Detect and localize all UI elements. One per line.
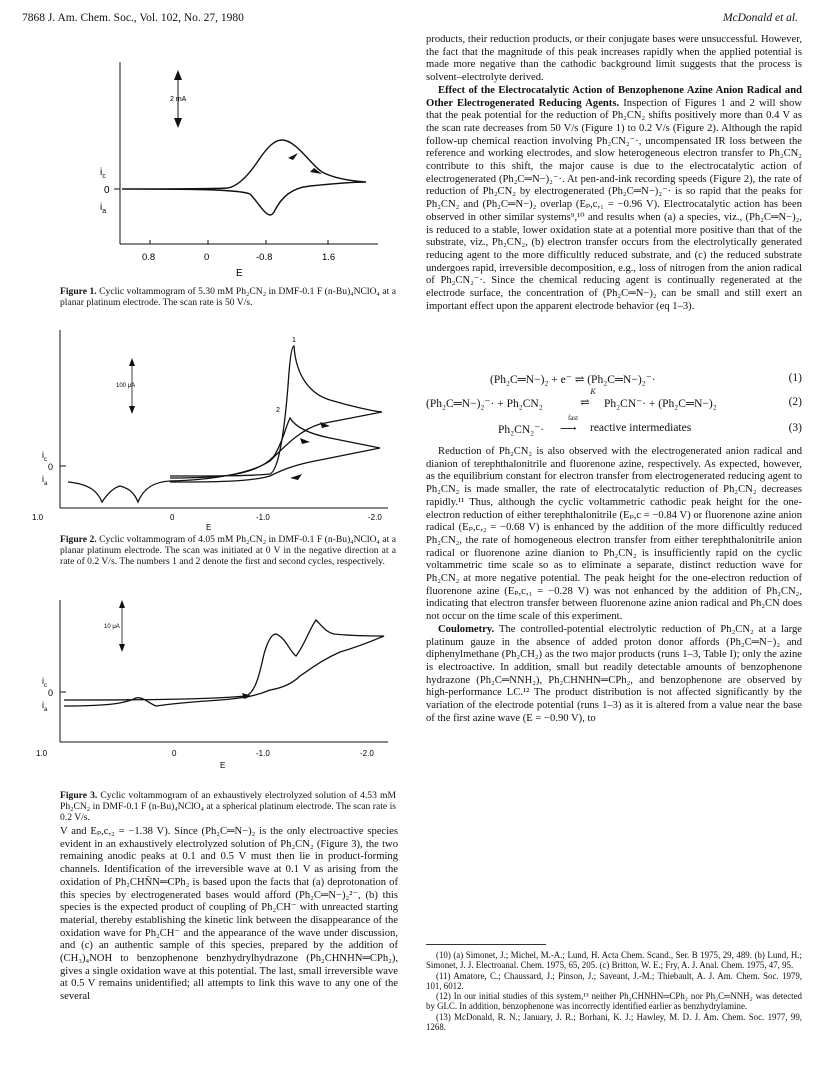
fig2-xlabel: E (206, 523, 212, 532)
right-column-text (426, 34, 802, 313)
fig2-xtick: 0 (170, 513, 175, 522)
equation-right: reactive intermediates (590, 422, 692, 434)
section-heading: Coulometry. (438, 623, 495, 635)
fig1-xtick: 0 (204, 252, 210, 263)
figure-1 (60, 36, 400, 291)
equation-left: (Ph₂C═N−)₂⁻· + Ph₂CN₂ (426, 398, 543, 410)
caption-text: Cyclic voltammogram of 5.30 mM Ph₂CN₂ in DMF-0.1 F (n-Bu)₄NClO₄ at a planar platinum electrode. The scan rate is 50 V/s. (60, 286, 396, 309)
scale-arrow-down-icon (129, 406, 135, 414)
equation-number: (3) (788, 422, 802, 434)
figure-1-caption (60, 286, 396, 308)
fig2-direction-arrow-icon (300, 438, 310, 444)
fig3-voltammogram-curve (64, 620, 384, 706)
fig3-xtick: -2.0 (360, 749, 374, 758)
reference-item: (12) In our initial studies of this system,¹³ neither Ph₂CHNHN═CPh₂ nor Ph₂C═NNH₂ was detected by GLC. In addition, benzophenone was incorrectly identified earlier as benzhydrylamine. (426, 991, 802, 1012)
fig3-zero-label: 0 (48, 688, 54, 698)
right-column-text-2 (426, 446, 802, 725)
equation-number: (1) (788, 372, 802, 384)
figure-2 (20, 316, 400, 537)
fig2-cycle-label: 1 (292, 337, 296, 344)
scale-arrow-up-icon (174, 70, 182, 80)
fig1-direction-arrow-icon (288, 153, 298, 160)
reference-item: (11) Amatore, C.; Chaussard, J.; Pinson, J.; Saveant, J.-M.; Thiebault, A. J. Am. Chem. Soc. 1979, 101, 6012. (426, 970, 802, 991)
running-header (22, 12, 798, 28)
fig1-zero-label: 0 (104, 185, 110, 196)
fig2-ia-label: $i_a$ (42, 474, 48, 487)
scale-arrow-up-icon (119, 600, 125, 608)
section-body: The controlled-potential electrolytic reduction of Ph₂CN₂ at a large platinum gauze in the absence of added proton donor affords (Ph₂C═N−)₂ and diphenylmethane (Ph₂CH₂) as the two major products (runs 1–3, Table I); only the azine is electroactive. In addition, small but readily detectable amounts of benzophenone hydrazone (Ph₂C═NNH₂), Ph₂CHNHN═CPh₂, and benzophenone are observed by high-performance LC.¹² The product distribution is not affected significantly by the variation of the electrode potential (runs 1–3) as it is altered from a value near the base of the first azine wave (E = −0.90 V), to (426, 623, 802, 724)
equation-2 (426, 387, 802, 416)
section-paragraph (426, 85, 802, 314)
fig1-xtick: -0.8 (256, 252, 273, 263)
journal-citation: 7868 J. Am. Chem. Soc., Vol. 102, No. 27, 1980 (22, 12, 244, 24)
equation-1 (440, 372, 802, 388)
fig3-xlabel: E (220, 761, 226, 770)
fig3-ia-label: $i_a$ (42, 700, 48, 713)
fig2-zero-label: 0 (48, 462, 54, 472)
equation-text: (Ph₂C═N−)₂ + e⁻ ⇌ (Ph₂C═N−)₂⁻· (490, 374, 656, 386)
reference-item: (13) McDonald, R. N.; January, J. R.; Borhani, K. J.; Hawley, M. D. J. Am. Chem. Soc. 1977, 99, 1268. (426, 1011, 802, 1033)
fig3-xtick: 1.0 (36, 749, 48, 758)
figure-3-caption (60, 790, 396, 824)
figure-3-plot (20, 592, 400, 788)
fig1-ic-label: $i_c$ (100, 167, 106, 180)
figure-2-caption (60, 534, 396, 568)
paragraph: products, their reduction products, or their conjugate bases were unsuccessful. However, the fact that the magnitude of this peak increases rapidly when the applied potential is made more negative than the cathodic background limit suggests that the process is solvent–electrolyte derived. (426, 34, 802, 84)
caption-lead: Figure 1. (60, 286, 97, 297)
caption-lead: Figure 2. (60, 534, 97, 545)
reference-item: (10) (a) Simonet, J.; Michel, M.-A.; Lund, H. Acta Chem. Scand., Ser. B 1975, 29, 489. (b) Lund, H.; Simonet, J. J. Electroanal. Chem. 1975, 65, 205. (c) Britton, W. E.; Fry, A. J. Anal. Chem. 1975, 47, 95. (426, 950, 802, 971)
fig1-scale-label: 2 mA (170, 96, 187, 103)
fig3-xtick: 0 (172, 749, 177, 758)
fig2-ic-label: $i_c$ (42, 450, 47, 463)
caption-text: Cyclic voltammogram of an exhaustively electrolyzed solution of 4.53 mM Ph₂CN₂ in DMF-0.1 F (n-Bu)₄NClO₄ at a spherical platinum electrode. The scan rate is 0.2 V/s. (60, 790, 396, 824)
fig3-scale-label: 10 μA (104, 624, 120, 630)
equilibrium-arrow-icon: ⇌ (580, 397, 590, 409)
caption-lead: Figure 3. (60, 790, 98, 801)
fig2-direction-arrow-icon (290, 474, 302, 480)
equation-number: (2) (788, 396, 802, 408)
figure-1-plot (60, 36, 400, 286)
equation-condition: fast (567, 414, 579, 422)
fig2-scale-label: 100 μA (116, 383, 136, 389)
fig1-xlabel: E (236, 268, 243, 279)
equation-constant: K (590, 387, 596, 396)
fig2-xtick: -2.0 (368, 513, 382, 522)
left-column-text (60, 826, 398, 1004)
fig1-xtick: 0.8 (142, 252, 156, 263)
fig2-cycle-label: 2 (276, 407, 280, 414)
paragraph: Reduction of Ph₂CN₂ is also observed with the electrogenerated anion radical and dianion of terephthalonitrile and fluorenone azine, respectively. As expected, however, as the equilibrium constant for electron transfer from electrogenerated reducing agent to Ph₂CN₂ is made smaller, the rate of electrocatalytic reduction of Ph₂CN₂ decreases rapidly.¹¹ Thus, although the cyclic voltammetric cathodic peak height for the one-electron reduction of either terephthalonitrile (Eₚ,c = −0.84 V) or fluorenone azine anion radical (Eₚ,c,₂ = −0.68 V) is enhanced by the addition of the more difficultly reduced Ph₂CN₂, the rate of homogeneous electron transfer from either terephthalonitrile anion radical or fluorenone azine dianion to Ph₂CN₂ is insufficiently rapid on the cyclic voltammetric time scale so as to eliminate a separate, distinct reduction wave for Ph₂CN₂ at more negative potential. The peak height for the one-electron reduction of fluorenone azine (Eₚ,c,₁ = −0.28 V) was not enhanced by the addition of Ph₂CN₂, indicating that electron transfer between fluorenone azine anion radical and Ph₂CN does not occur on the time scale of this experiment. (426, 446, 802, 623)
fig3-ic-label: $i_c$ (42, 676, 47, 689)
section-body: Inspection of Figures 1 and 2 will show that the peak potential for the reduction of Ph₂CN₂ shifts positively more than 0.4 V as the scan rate decreases from 50 V/s (Figure 1) to 0.2 V/s (Figure 2). Although the rapid follow-up chemical reaction involving Ph₂CN₂⁻·, uncompensated IR loss between the reference and working electrodes, and slow heterogeneous electron transfer to Ph₂CN₂ contribute to this shift, the major cause is due to the electrocatalytic action of electrogenerated (Ph₂C═N−)₂⁻·. At pen-and-ink recording speeds (Figure 2), the rate of reduction of Ph₂CN₂ by electrogenerated (Ph₂C═N−)₂⁻· is so rapid that the peaks for Ph₂CN₂ and (Ph₂C═N−)₂ overlap (Eₚ,c,₁ = −0.96 V). Electrocatalytic action has been observed in other similar systems⁹,¹⁰ and results when (a) a species, viz., (Ph₂C═N−)₂, is reduced to a stable, lower oxidation state at a potential more positive than that of the substrate, viz., Ph₂CN₂, (b) electron transfer occurs from the electrolytically generated reducing agent to the more difficultly reduced substrate, and (c) the reduced substrate undergoes rapid, irreversible decomposition, e.g., loss of nitrogen from the anion radical of Ph₂CN₂⁻·. Since the chemical reducing agent is continually regenerated at the electrode surface, the concentration of (Ph₂C═N−)₂ can be small and still exert an important effect upon the apparent electrode behavior (eq 1–3). (426, 97, 802, 312)
paragraph: V and Eₚ,c,₂ = −1.38 V). Since (Ph₂C═N−)₂ is the only electroactive species evident in an exhaustively electrolyzed solution of Ph₂CN₂ (Figure 3), the two remaining anodic peaks at 0.1 and 0.5 V must then lie in product-forming channels. Identification of the irreversible wave at 0.1 V as arising from the oxidation of Ph₂CHN̄N═CPh₂ is based upon the facts that (a) deprotonation of this species by electrogenerated bases would afford (Ph₂C═N−)₂²⁻, (b) this species is the expected product of coupling of Ph₂CH⁻ with unreacted starting material, thereby establishing the kinetic link between the disappearance of the oxidation wave for Ph₂CH⁻ and the appearance of the wave under discussion, and (c) an authentic sample of this species, prepared by the addition of (CH₃)₄NOH to benzophenone benzhydrylhydrazone (Ph₂CHNHN═CPh₂), gives a single oxidation wave at this potential. The last, small irreversible wave at 0.5 V remains unidentified; all attempts to link this wave to any one of the several (60, 826, 398, 1003)
scale-arrow-up-icon (129, 358, 135, 366)
fig1-ia-label: $i_a$ (100, 202, 107, 215)
section-paragraph (426, 624, 802, 726)
fig2-cycle-2-curve (170, 418, 380, 482)
equation-right: Ph₂CN⁻· + (Ph₂C═N−)₂ (604, 398, 717, 410)
fig2-cycle-1-curve (68, 346, 382, 502)
forward-arrow-icon: ⟶ (560, 423, 577, 435)
equation-3 (426, 414, 802, 442)
scale-arrow-down-icon (174, 118, 182, 128)
fig3-direction-arrow-icon (242, 693, 252, 699)
references (426, 950, 802, 1032)
fig1-xtick: 1.6 (322, 252, 336, 263)
fig3-xtick: -1.0 (256, 749, 270, 758)
section-heading: Effect of the Electrocatalytic Action of Benzophenone Azine Anion Radical and Other Electrogenerated Reducing Agents. (426, 84, 802, 109)
author-header: McDonald et al. (722, 12, 798, 24)
fig2-xtick: 1.0 (32, 513, 44, 522)
fig1-voltammogram-curve (122, 140, 366, 215)
scale-arrow-down-icon (119, 644, 125, 652)
equation-left: Ph₂CN₂⁻· (498, 424, 545, 436)
footnote-rule (426, 944, 546, 945)
caption-text: Cyclic voltammogram of 4.05 mM Ph₂CN₂ in DMF-0.1 F (n-Bu)₄NClO₄ at a planar platinum electrode. The scan was initiated at 0 V in the negative direction at a rate of 0.2 V/s. The numbers 1 and 2 denote the first and second cycles, respectively. (60, 534, 396, 568)
figure-2-plot (20, 316, 400, 532)
figure-3 (20, 592, 400, 793)
fig2-xtick: -1.0 (256, 513, 270, 522)
